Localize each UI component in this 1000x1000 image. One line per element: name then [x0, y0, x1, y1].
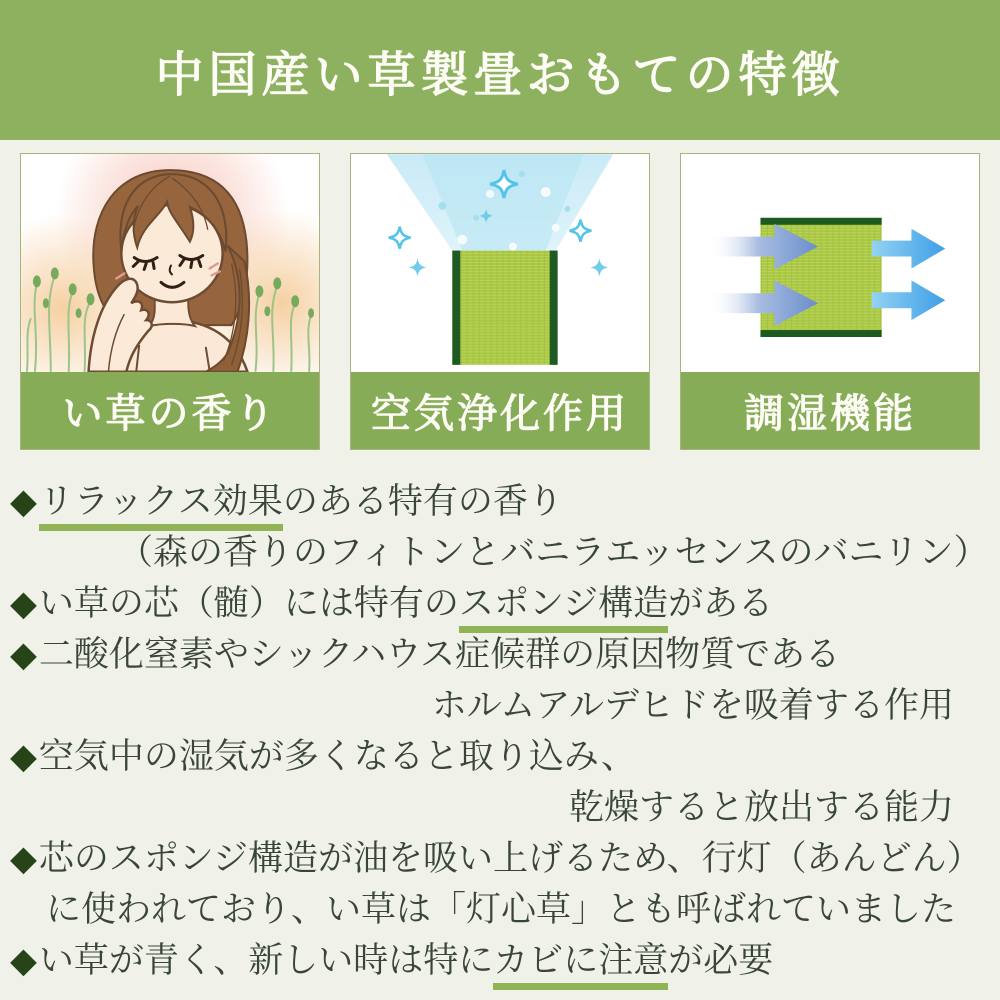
tatami-purify-svg: [351, 154, 649, 372]
tatami-block: [452, 251, 557, 365]
panel-air-purification: [350, 153, 650, 450]
feature-line: [10, 782, 990, 833]
relaxing-woman-svg: [21, 154, 319, 372]
feature-text-underlined: スポンジ構造: [459, 584, 668, 633]
feature-text: が必要: [668, 941, 774, 980]
feature-text: い草の芯（髄）には特有の: [38, 584, 459, 623]
feature-text-underlined: カビに注意: [493, 941, 668, 990]
feature-text: がある: [668, 584, 774, 623]
panel-label-humidity-control: 調湿機能: [681, 372, 979, 449]
feature-text: 二酸化窒素やシックハウス症候群の原因物質である: [38, 635, 841, 674]
page-title: 中国産い草製畳おもての特徴: [155, 48, 845, 102]
feature-line: [10, 476, 990, 527]
feature-text-underlined: リラックス効果: [39, 482, 283, 531]
bullet-diamond-icon: ◆: [10, 839, 37, 878]
panel-label-air-purification: 空気浄化作用: [351, 372, 649, 449]
tatami-airflow-illustration: [681, 154, 979, 372]
bullet-diamond-icon: ◆: [10, 482, 37, 521]
bullet-diamond-icon: ◆: [10, 635, 37, 674]
feature-line: [10, 527, 990, 578]
feature-line: [10, 884, 990, 935]
feature-text: のある特有の香り: [282, 482, 563, 521]
bullet-diamond-icon: ◆: [10, 737, 37, 776]
panel-igusa-scent: [20, 153, 320, 450]
relaxing-woman-illustration: [21, 154, 319, 372]
feature-text: 芯のスポンジ構造が油を吸い上げるため、行灯（あんどん）: [38, 839, 982, 878]
feature-text: い草が青く、新しい時は特に: [38, 941, 494, 980]
feature-line: [10, 731, 990, 782]
tatami-purify-illustration: [351, 154, 649, 372]
bullet-diamond-icon: ◆: [10, 941, 37, 980]
feature-panels-row: [0, 140, 1000, 450]
feature-line: [10, 578, 990, 629]
feature-text: （森の香りのフィトンとバニラエッセンスのバニリン）: [118, 533, 989, 572]
tatami-airflow-svg: [681, 154, 979, 372]
bullet-diamond-icon: ◆: [10, 584, 37, 623]
feature-text: 空気中の湿気が多くなると取り込み、: [38, 737, 637, 776]
panel-humidity-control: [680, 153, 980, 450]
feature-text: 乾燥すると放出する能力: [568, 788, 954, 827]
panel-label-igusa-scent: い草の香り: [21, 372, 319, 449]
header-banner: [0, 0, 1000, 140]
feature-text: に使われており、い草は「灯心草」とも呼ばれていました: [46, 890, 957, 929]
feature-text: ホルムアルデヒドを吸着する作用: [431, 686, 954, 725]
feature-line: [10, 935, 990, 986]
feature-line: [10, 680, 990, 731]
feature-line: [10, 833, 990, 884]
feature-line: [10, 629, 990, 680]
features-list: [0, 450, 1000, 986]
